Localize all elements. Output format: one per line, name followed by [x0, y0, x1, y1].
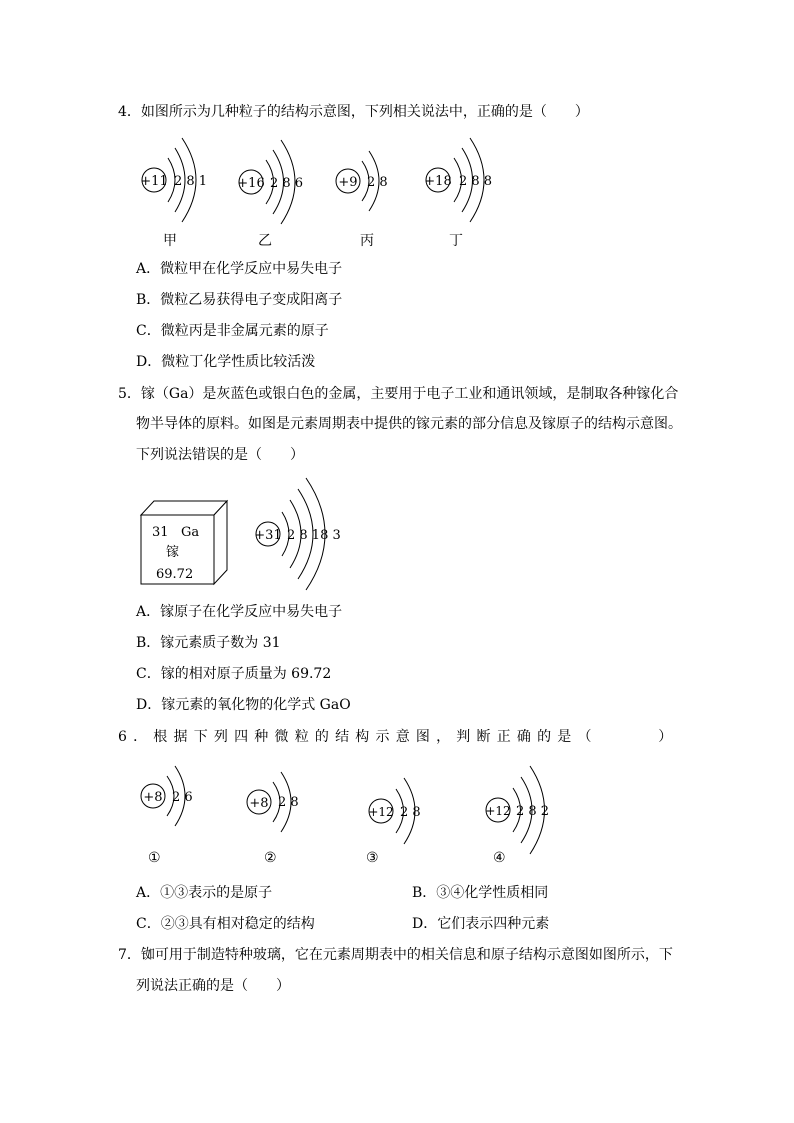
q4-nucleus-1: +11	[140, 174, 168, 189]
q5-element-symbol: Ga	[181, 525, 200, 540]
q4-stem: 4．如图所示为几种粒子的结构示意图，下列相关说法中，正确的是（ ）	[118, 104, 589, 120]
q4-nucleus-3: +9	[338, 175, 358, 190]
q5-element-name: 镓	[166, 545, 180, 560]
q6-shells-4: 2 8 2	[516, 804, 550, 819]
q6-label-4: ④	[493, 850, 506, 866]
q5-element-mass: 69.72	[156, 567, 194, 582]
q4-shells-3: 2 8	[367, 175, 388, 190]
q6-nucleus-4: +12	[485, 804, 511, 818]
q6-option-a: A．①③表示的是原子	[136, 885, 273, 901]
q4-nucleus-2: +16	[237, 176, 265, 191]
q5-atom-nucleus: +31	[254, 528, 282, 543]
q4-shells-2: 2 8 6	[270, 176, 304, 191]
q6-shells-3: 2 8	[400, 805, 421, 820]
q6-option-b: B．③④化学性质相同	[412, 885, 549, 901]
q7-line-1: 7．铷可用于制造特种玻璃，它在元素周期表中的相关信息和原子结构示意图如图所示，下	[118, 947, 673, 963]
q6-label-2: ②	[264, 850, 277, 866]
q6-nucleus-2: +8	[249, 796, 269, 811]
q5-line-3: 下列说法错误的是（ ）	[136, 447, 304, 463]
q6-particle-4	[485, 766, 549, 854]
q5-atom-shells: 2 8 18 3	[287, 528, 341, 543]
q4-shells-4: 2 8 8	[459, 174, 493, 189]
q6-particle-2	[247, 772, 299, 832]
q5-option-b: B．镓元素质子数为 31	[136, 635, 281, 651]
q4-label-1: 甲	[163, 233, 177, 249]
q6-particle-3	[368, 778, 420, 844]
q4-option-a: A．微粒甲在化学反应中易失电子	[136, 261, 343, 277]
q5-option-c: C．镓的相对原子质量为 69.72	[136, 666, 332, 682]
q6-nucleus-3: +12	[368, 805, 394, 819]
q6-nucleus-1: +8	[143, 790, 163, 805]
q6-option-d: D．它们表示四种元素	[412, 916, 550, 932]
q4-nucleus-4: +18	[424, 174, 452, 189]
q4-option-b: B．微粒乙易获得电子变成阳离子	[136, 292, 343, 308]
q5-line-2: 物半导体的原料。如图是元素周期表中提供的镓元素的部分信息及镓原子的结构示意图。	[136, 416, 682, 432]
q6-label-1: ①	[148, 850, 161, 866]
q5-line-1: 5．镓（Ga）是灰蓝色或银白色的金属，主要用于电子工业和通讯领域，是制取各种镓化合	[118, 386, 679, 402]
q4-shells-1: 2 8 1	[174, 174, 208, 189]
q6-shells-1: 2 6	[172, 790, 193, 805]
q6-particle-1	[141, 766, 193, 826]
q5-element-number: 31	[152, 525, 169, 540]
q7-line-2: 列说法正确的是（ ）	[136, 978, 290, 994]
q4-option-d: D．微粒丁化学性质比较活泼	[136, 354, 316, 370]
q4-label-4: 丁	[449, 233, 463, 249]
q6-shells-2: 2 8	[278, 795, 299, 810]
q5-option-d: D．镓元素的氧化物的化学式 GaO	[136, 697, 351, 713]
q4-label-2: 乙	[258, 233, 272, 249]
q6-option-c: C．②③具有相对稳定的结构	[136, 916, 315, 932]
q5-option-a: A．镓原子在化学反应中易失电子	[136, 604, 343, 620]
q6-label-3: ③	[366, 850, 379, 866]
q4-label-3: 丙	[360, 233, 374, 249]
q4-option-c: C．微粒丙是非金属元素的原子	[136, 323, 329, 339]
q6-stem: 6．根据下列四种微粒的结构示意图，判断正确的是（ ）	[118, 729, 679, 745]
